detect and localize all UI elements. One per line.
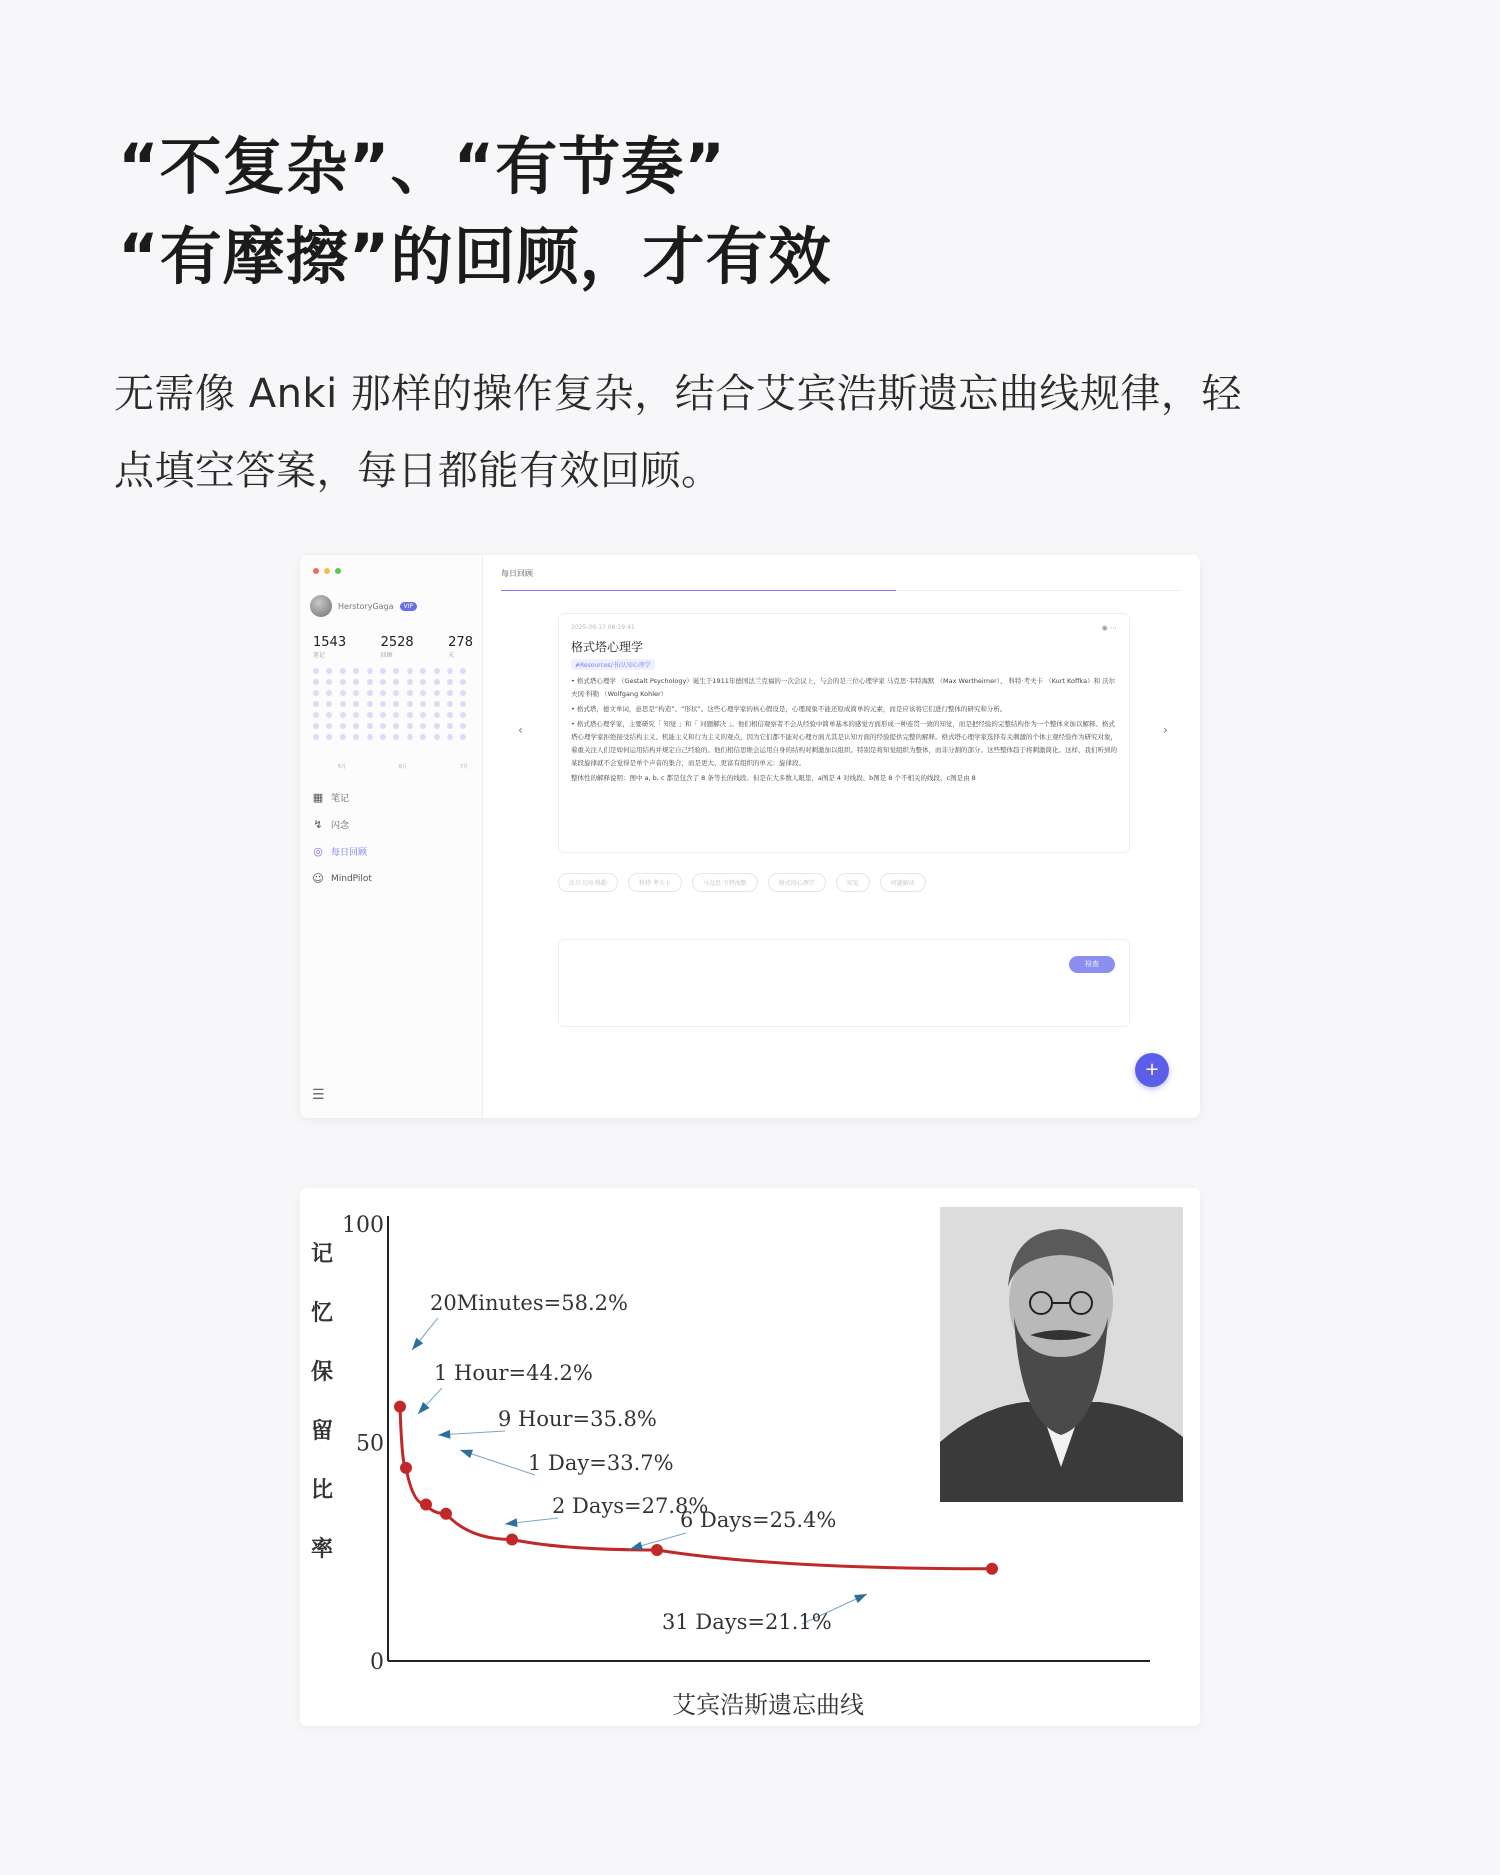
- data-label: 2 Days=27.8%: [552, 1494, 709, 1518]
- note-date: 2025-06-17 08:19:41: [571, 624, 635, 631]
- heatmap-cell: [313, 679, 319, 685]
- note-body: [571, 675, 1117, 785]
- heatmap-month: 7月: [459, 764, 468, 770]
- heatmap-cell: [407, 701, 413, 707]
- headline: [118, 122, 832, 302]
- sidebar-item-label: 闪念: [331, 821, 350, 831]
- note-paragraph: • 格式塔心理学 （Gestalt Psychology）诞生于1911年德国法兰克福的一次会议上，与会的是三位心理学家 马克思·韦特海默 （Max Wertheimer）、 科特·考夫卡 （Kurt Koffka）和 沃尔夫冈·科勒 （Wolfgang Kohler）: [571, 677, 1116, 698]
- heatmap-cell: [340, 701, 346, 707]
- stat-days: [448, 635, 473, 659]
- close-window-dot[interactable]: [313, 568, 319, 574]
- data-points: [394, 1401, 998, 1575]
- y-axis-label-char: 率: [310, 1536, 334, 1562]
- heatmap-cell: [313, 668, 319, 674]
- curve-series: [400, 1407, 992, 1569]
- heatmap-cell: [313, 690, 319, 696]
- grid-icon: ▦: [312, 791, 324, 804]
- heatmap-cell: [367, 734, 373, 740]
- heatmap-cell: [326, 690, 332, 696]
- heatmap-cell: [313, 723, 319, 729]
- data-label: 6 Days=25.4%: [680, 1508, 837, 1532]
- data-point: [506, 1534, 518, 1546]
- y-tick-label: 50: [356, 1431, 384, 1457]
- heatmap-cell: [434, 701, 440, 707]
- heatmap-months: [338, 763, 468, 770]
- annotation-arrow-head: [505, 1518, 518, 1527]
- sidebar: [300, 555, 483, 1118]
- heatmap-cell: [340, 734, 346, 740]
- data-point: [651, 1544, 663, 1556]
- heatmap-cell: [407, 690, 413, 696]
- heatmap-cell: [434, 690, 440, 696]
- heatmap-cell: [434, 734, 440, 740]
- heatmap-cell: [420, 723, 426, 729]
- heatmap-cell: [380, 734, 386, 740]
- maximize-window-dot[interactable]: [335, 568, 341, 574]
- heatmap-cell: [367, 712, 373, 718]
- heatmap-cell: [420, 668, 426, 674]
- data-label: 9 Hour=35.8%: [498, 1407, 657, 1431]
- window-controls: [313, 568, 341, 574]
- heatmap-cell: [326, 723, 332, 729]
- subtitle: [114, 356, 1414, 510]
- heatmap-cell: [380, 723, 386, 729]
- heatmap-cell: [393, 679, 399, 685]
- review-icon: ◎: [313, 845, 323, 858]
- answer-chip[interactable]: 问题解决: [880, 873, 926, 892]
- heatmap-cell: [367, 668, 373, 674]
- heatmap-cell: [460, 712, 466, 718]
- heatmap-cell: [353, 723, 359, 729]
- heatmap-cell: [447, 679, 453, 685]
- answer-chip[interactable]: 沃尔夫冈·科勒: [558, 873, 618, 892]
- tab-divider: [896, 590, 1181, 591]
- data-label: 31 Days=21.1%: [662, 1610, 832, 1634]
- stat-reviews-value: 2528: [380, 635, 414, 650]
- stat-reviews: [381, 635, 414, 659]
- note-actions: [1102, 624, 1117, 632]
- y-tick-label: 0: [370, 1650, 384, 1675]
- note-paragraph: 整体性的解释说明：图中 a, b, c 都是包含了 8 条等长的线段。但是在大多数人眼里，a图是 4 对线段、b图是 8 个不相关的线段、c图是由 8: [571, 774, 976, 782]
- heatmap-cell: [447, 734, 453, 740]
- heatmap-cell: [420, 701, 426, 707]
- data-point: [986, 1563, 998, 1575]
- heatmap-cell: [407, 734, 413, 740]
- heatmap-cell: [393, 690, 399, 696]
- y-axis-label-char: 比: [310, 1477, 334, 1503]
- forgetting-curve-chart: [300, 1188, 1200, 1726]
- heatmap-cell: [326, 734, 332, 740]
- heatmap-cell: [380, 679, 386, 685]
- heatmap-cell: [420, 679, 426, 685]
- username: HerstoryGaga: [338, 601, 394, 611]
- note-paragraph: • 格式塔心理学家，主要研究「 知觉 」和「 问题解决 」。他们相信观察者不会从经验中简单基本的感觉方面形成一种连贯一致的知觉，而是把经验的完整结构作为一个整体来加以解释。格式塔心理学家拒绝接受结构主义、机能主义和行为主义的观点，因为它们都不能对心理方面尤其是认知方面的经验提供完整的解释。格式塔心理学家选择有关刺激的个体主观经验作为研究对象，着重关注人们是如何运用结构并规定自己经验的。他们相信思维会运用自身的结构对刺激加以组织。特别是将知觉组织为整体，而非分割的部分。这些整体趋于将刺激简化。这样，我们听到的某段旋律就不会觉得是单个声音的集合，而是更大、更富有组织的单元：旋律段。: [571, 720, 1117, 767]
- stat-notes: [313, 635, 346, 659]
- more-icon[interactable]: ⋯: [1110, 624, 1117, 632]
- sidebar-item-daily-review[interactable]: [312, 838, 372, 865]
- y-axis-label-char: 忆: [310, 1300, 334, 1326]
- heatmap-cell: [434, 668, 440, 674]
- sidebar-nav: [312, 784, 372, 892]
- y-tick-label: 100: [342, 1213, 384, 1238]
- annotation-arrow-head: [630, 1541, 643, 1550]
- heatmap-cell: [434, 723, 440, 729]
- heatmap-cell: [393, 701, 399, 707]
- activity-heatmap: [313, 668, 468, 740]
- annotation-arrow-head: [412, 1338, 423, 1350]
- data-label: 20Minutes=58.2%: [430, 1291, 628, 1315]
- add-button[interactable]: +: [1135, 1053, 1169, 1087]
- heatmap-cell: [367, 723, 373, 729]
- heatmap-cell: [407, 679, 413, 685]
- data-labels: [430, 1291, 836, 1634]
- heatmap-cell: [367, 690, 373, 696]
- heatmap-cell: [460, 734, 466, 740]
- heatmap-cell: [393, 712, 399, 718]
- heatmap-cell: [460, 723, 466, 729]
- chart-title: 艾宾浩斯遗忘曲线: [672, 1691, 864, 1719]
- heatmap-cell: [353, 701, 359, 707]
- heatmap-cell: [353, 668, 359, 674]
- data-point: [420, 1499, 432, 1511]
- tab-underline: [501, 590, 896, 591]
- annotation-arrow-head: [438, 1430, 450, 1439]
- stat-reviews-label: 回顾: [380, 652, 393, 659]
- robot-icon: ☺: [312, 872, 324, 885]
- flash-icon: ↯: [313, 818, 323, 831]
- heatmap-cell: [447, 668, 453, 674]
- heatmap-cell: [393, 668, 399, 674]
- heatmap-cell: [313, 701, 319, 707]
- minimize-window-dot[interactable]: [324, 568, 330, 574]
- heatmap-cell: [353, 712, 359, 718]
- sidebar-item-label: MindPilot: [331, 873, 372, 884]
- heatmap-cell: [326, 679, 332, 685]
- answer-chip[interactable]: 科特·考夫卡: [628, 873, 682, 892]
- heatmap-cell: [326, 712, 332, 718]
- vip-badge: VIP: [400, 602, 418, 611]
- forgetting-curve-card: [300, 1188, 1200, 1726]
- heatmap-cell: [380, 690, 386, 696]
- answer-chip[interactable]: 格式塔心理学: [768, 873, 826, 892]
- heatmap-cell: [434, 712, 440, 718]
- heatmap-cell: [460, 701, 466, 707]
- heatmap-cell: [367, 701, 373, 707]
- heatmap-cell: [380, 701, 386, 707]
- heatmap-month: 5月: [338, 764, 347, 770]
- next-card-button[interactable]: ›: [1163, 723, 1168, 737]
- data-label: 1 Hour=44.2%: [434, 1361, 593, 1385]
- heatmap-cell: [367, 679, 373, 685]
- data-point: [394, 1401, 406, 1413]
- subtitle-line-1: 无需像 Anki 那样的操作复杂，结合艾宾浩斯遗忘曲线规律，轻: [114, 371, 1242, 417]
- heatmap-cell: [340, 668, 346, 674]
- eye-icon[interactable]: ◉: [1101, 624, 1108, 632]
- answer-chip[interactable]: 知觉: [836, 873, 870, 892]
- stat-notes-value: 1543: [313, 635, 347, 650]
- avatar: [310, 595, 332, 617]
- heatmap-cell: [393, 723, 399, 729]
- heatmap-cell: [313, 734, 319, 740]
- prev-card-button[interactable]: ‹: [518, 723, 523, 737]
- heatmap-cell: [313, 712, 319, 718]
- y-axis-label-char: 留: [310, 1418, 334, 1444]
- heatmap-cell: [420, 734, 426, 740]
- headline-line-2: “有摩擦”的回顾，才有效: [118, 220, 832, 293]
- heatmap-cell: [460, 679, 466, 685]
- heatmap-cell: [447, 723, 453, 729]
- heatmap-cell: [447, 701, 453, 707]
- stat-days-label: 天: [448, 652, 455, 659]
- heatmap-cell: [340, 679, 346, 685]
- heatmap-month: 6月: [398, 764, 408, 770]
- sidebar-item-notes[interactable]: [312, 784, 372, 811]
- heatmap-cell: [460, 690, 466, 696]
- y-axis-label: [311, 1241, 333, 1562]
- heatmap-cell: [420, 712, 426, 718]
- heatmap-cell: [447, 712, 453, 718]
- stat-days-value: 278: [448, 635, 473, 650]
- headline-line-1: “不复杂”、“有节奏”: [118, 130, 726, 203]
- menu-icon[interactable]: ☰: [312, 1087, 325, 1103]
- heatmap-cell: [407, 712, 413, 718]
- answer-chip[interactable]: 马克思·韦特海默: [692, 873, 758, 892]
- y-axis-label-char: 保: [310, 1359, 334, 1385]
- stats: [313, 635, 473, 659]
- heatmap-cell: [407, 723, 413, 729]
- stat-notes-label: 笔记: [313, 652, 326, 659]
- note-title: 格式塔心理学: [571, 640, 644, 654]
- heatmap-cell: [353, 734, 359, 740]
- app-screenshot: [300, 555, 1200, 1118]
- note-paragraph: • 格式塔，德文单词，意思是“构造”、“形状”。这些心理学家的核心假设是，心理现象不能还原成简单的元素，而是应该将它们进行整体的研究和分析。: [571, 705, 1007, 713]
- subtitle-line-2: 点填空答案，每日都能有效回顾。: [114, 448, 722, 494]
- data-point: [440, 1508, 452, 1520]
- sidebar-item-label: 每日回顾: [331, 848, 368, 858]
- curve-line: [400, 1407, 992, 1569]
- user-profile[interactable]: [310, 595, 417, 617]
- heatmap-cell: [340, 723, 346, 729]
- annotation-arrow-head: [854, 1594, 867, 1603]
- heatmap-cell: [380, 712, 386, 718]
- note-tag[interactable]: #Resources/书/认知心理学: [571, 659, 655, 670]
- heatmap-cell: [340, 690, 346, 696]
- heatmap-cell: [353, 679, 359, 685]
- answer-chips: [558, 873, 926, 892]
- heatmap-cell: [340, 712, 346, 718]
- chart-axes: [342, 1213, 1150, 1675]
- main-panel: [483, 555, 1200, 1118]
- sidebar-item-label: 笔记: [331, 794, 350, 804]
- check-button[interactable]: 检查: [1069, 956, 1115, 973]
- annotation-arrow-head: [460, 1450, 473, 1458]
- data-label: 1 Day=33.7%: [528, 1451, 674, 1475]
- heatmap-cell: [353, 690, 359, 696]
- heatmap-cell: [447, 690, 453, 696]
- heatmap-cell: [434, 679, 440, 685]
- heatmap-cell: [326, 668, 332, 674]
- heatmap-cell: [393, 734, 399, 740]
- tab-daily-review[interactable]: 每日回顾: [501, 569, 533, 578]
- answer-input-area[interactable]: [558, 939, 1130, 1027]
- heatmap-cell: [326, 701, 332, 707]
- heatmap-cell: [420, 690, 426, 696]
- heatmap-cell: [460, 668, 466, 674]
- heatmap-cell: [407, 668, 413, 674]
- data-point: [400, 1462, 412, 1474]
- y-axis-label-char: 记: [310, 1241, 334, 1267]
- heatmap-cell: [380, 668, 386, 674]
- note-card: [558, 613, 1130, 853]
- sidebar-item-flash[interactable]: [312, 811, 372, 838]
- sidebar-item-mindpilot[interactable]: [312, 865, 372, 892]
